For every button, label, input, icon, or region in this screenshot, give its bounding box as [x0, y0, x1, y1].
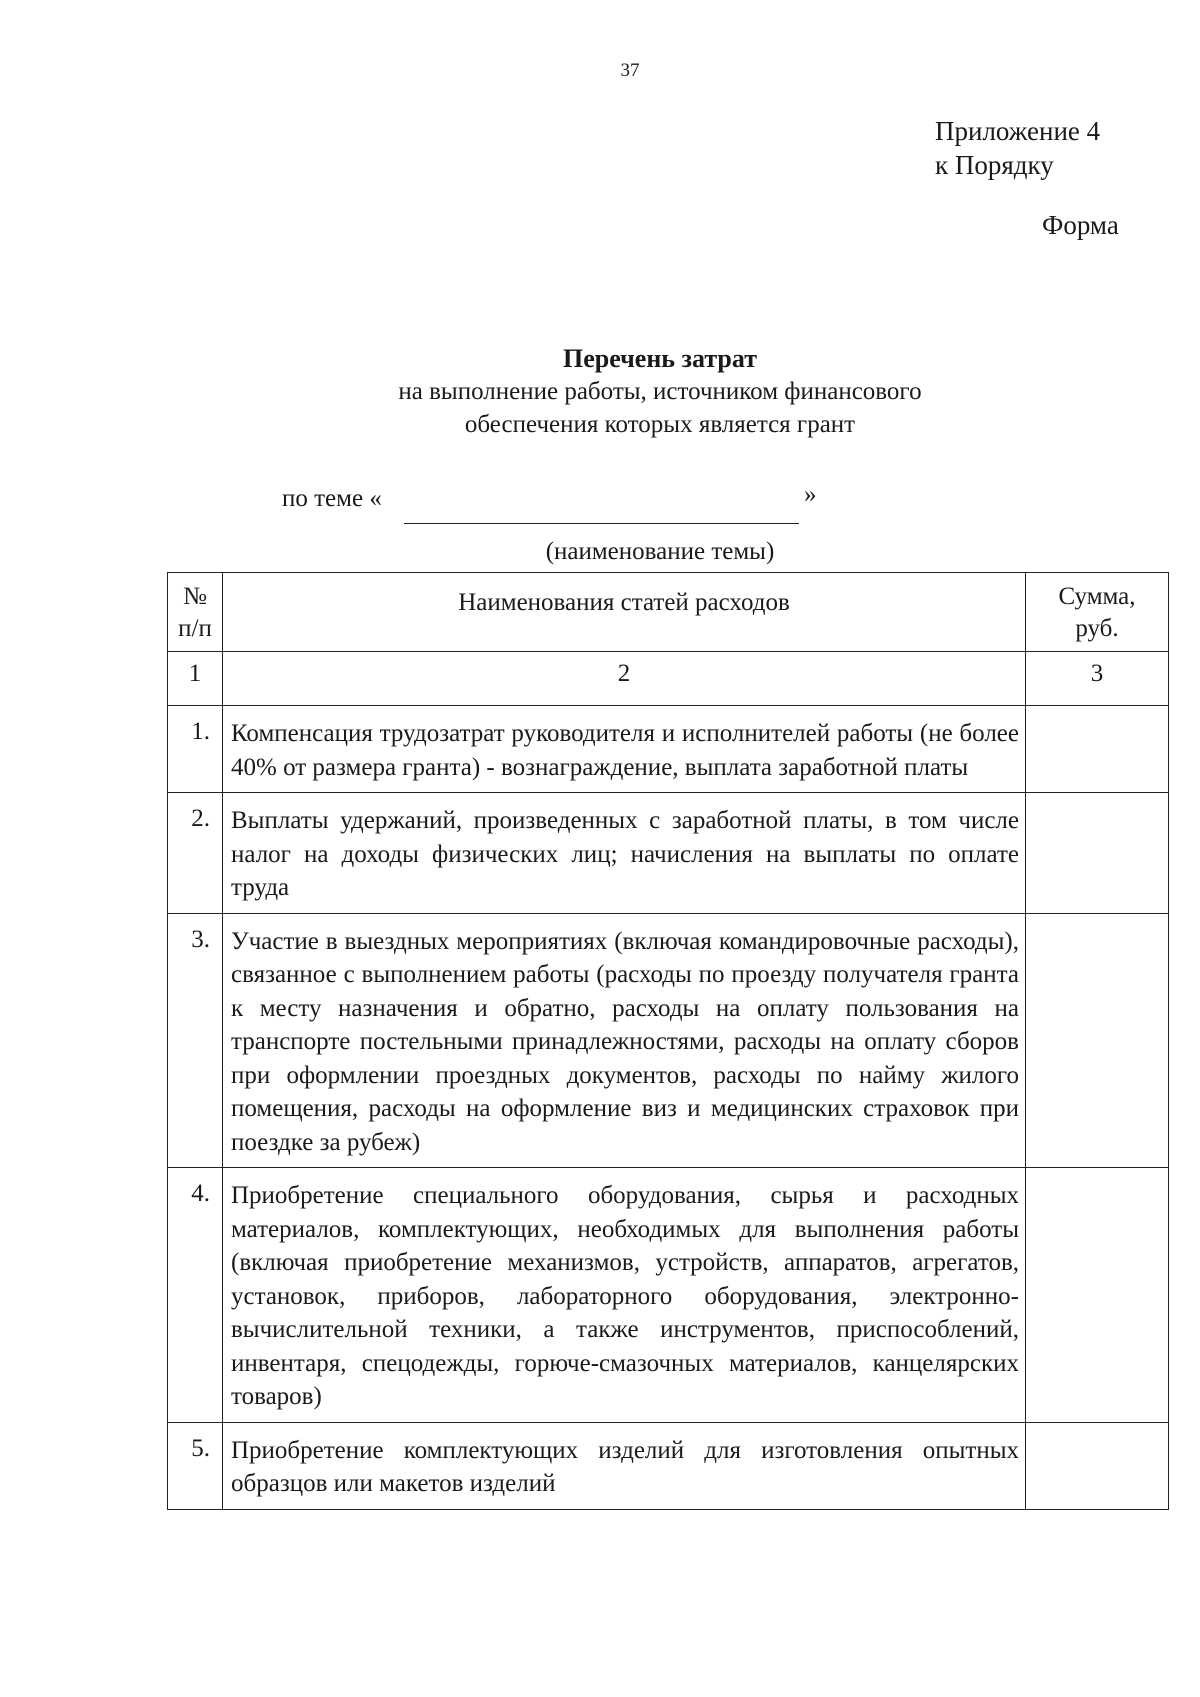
form-label: Форма — [1042, 210, 1119, 240]
row-number: 1. — [168, 706, 223, 793]
topic-prefix: по теме « — [282, 485, 382, 512]
row-expense-name: Участие в выездных мероприятиях (включая командировочные расходы), связанное с выполнением работы (расходы по проезду получателя гранта к месту назначения и обратно, расходы на оплату пользования на транспорте постельными принадлежностями, расходы на оплату сборов при оформлении проездных документов, расходы по найму жилого помещения, расходы на оформление виз и медицинских страховок при поездке за рубеж) — [223, 913, 1026, 1168]
header-sum-line-1: Сумма, — [1058, 583, 1136, 610]
topic-caption: (наименование темы) — [545, 538, 775, 565]
topic-blank-field[interactable] — [404, 523, 799, 524]
row-number: 3. — [168, 913, 223, 1168]
header-number — [168, 573, 223, 652]
document-title — [300, 342, 1020, 441]
title-heading: Перечень затрат — [563, 344, 757, 373]
row-expense-name: Приобретение специального оборудования, сырья и расходных материалов, комплектующих, необходимых для выполнения работы (включая приобретение механизмов, устройств, аппаратов, агрегатов, установок, приборов, лабораторного оборудования, электронно-вычислительной техники, а также инструментов, приспособлений, инвентаря, спецодежды, горюче-смазочных материалов, канцелярских товаров) — [223, 1168, 1026, 1423]
row-number: 5. — [168, 1422, 223, 1509]
row-number: 2. — [168, 793, 223, 914]
column-number: 2 — [223, 652, 1026, 706]
appendix-note — [935, 114, 1100, 182]
row-sum-cell[interactable] — [1026, 913, 1169, 1168]
table-row — [168, 1168, 1169, 1423]
column-number: 3 — [1026, 652, 1169, 706]
header-name: Наименования статей расходов — [223, 573, 1026, 652]
column-number: 1 — [168, 652, 223, 706]
page-number: 37 — [620, 60, 640, 81]
row-sum-cell[interactable] — [1026, 1422, 1169, 1509]
row-expense-name: Выплаты удержаний, произведенных с заработной платы, в том числе налог на доходы физических лиц; начисления на выплаты по оплате труда — [223, 793, 1026, 914]
table-header-row — [168, 573, 1169, 652]
table-row — [168, 1422, 1169, 1509]
row-sum-cell[interactable] — [1026, 793, 1169, 914]
header-number-line-2: п/п — [178, 615, 212, 642]
table-row — [168, 913, 1169, 1168]
cost-table — [167, 572, 1169, 1510]
row-expense-name: Приобретение комплектующих изделий для изготовления опытных образцов или макетов изделий — [223, 1422, 1026, 1509]
column-numbering-row — [168, 652, 1169, 706]
appendix-line-1: Приложение 4 — [935, 116, 1101, 146]
row-number: 4. — [168, 1168, 223, 1423]
row-expense-name: Компенсация трудозатрат руководителя и исполнителей работы (не более 40% от размера гранта) - вознаграждение, выплата заработной платы — [223, 706, 1026, 793]
row-sum-cell[interactable] — [1026, 706, 1169, 793]
row-sum-cell[interactable] — [1026, 1168, 1169, 1423]
appendix-line-2: к Порядку — [935, 150, 1054, 180]
title-line-1: на выполнение работы, источником финансового — [398, 378, 922, 405]
header-sum-line-2: руб. — [1075, 615, 1119, 642]
title-line-2: обеспечения которых является грант — [464, 411, 856, 438]
table-row — [168, 793, 1169, 914]
table-row — [168, 706, 1169, 793]
header-sum — [1026, 573, 1169, 652]
topic-suffix: » — [804, 481, 817, 508]
header-number-line-1: № — [183, 583, 207, 610]
